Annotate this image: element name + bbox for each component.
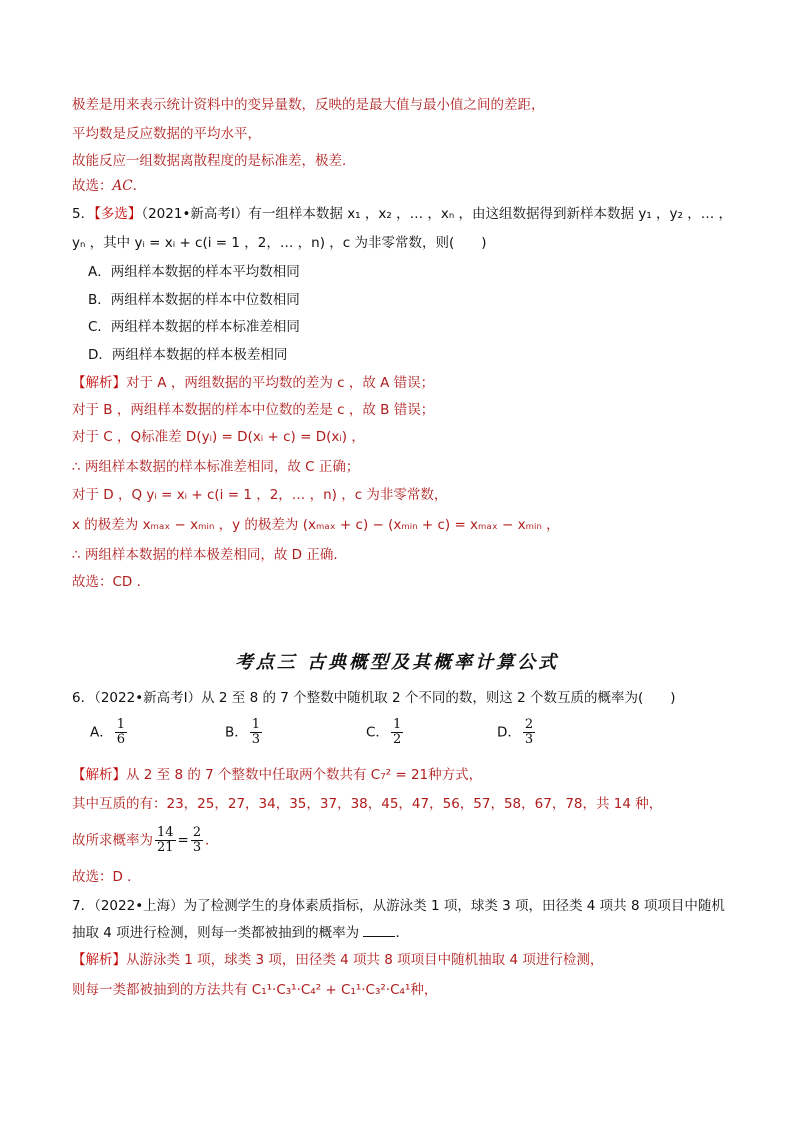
q6-option-d-fraction (523, 718, 535, 747)
q6-answer: 故选：D ． (72, 869, 141, 885)
q6-option-d-label: D． (497, 724, 521, 741)
q5-source: （2021•新高考Ⅰ） (141, 206, 249, 222)
q6-option-a (90, 718, 129, 747)
q7-stem-line-2 (72, 923, 409, 943)
q6-option-d-num: 2 (524, 717, 534, 732)
q5-solution-line-4: ∴ 两组样本数据的样本标准差相同，故 C 正确； (72, 459, 360, 475)
q7-solution-1: 从游泳类 1 项，球类 3 项，田径类 4 项共 8 项项目中随机抽取 4 项进行检测， (126, 952, 604, 968)
q6-option-c-fraction (391, 718, 403, 747)
q6-option-c-num: 1 (392, 717, 402, 732)
q6-solution-num-2: 2 (192, 825, 202, 840)
q5-solution-line-3: 对于 C ，Q标准差 D(yᵢ) = D(xᵢ + c) = D(xᵢ) ， (72, 429, 365, 445)
q6-solution-fraction-2 (191, 826, 203, 855)
q6-option-b-den: 3 (251, 732, 261, 747)
q6-option-b-fraction (250, 718, 262, 747)
q5-solution-1: 对于 A ，两组数据的平均数的差为 c ，故 A 错误； (126, 375, 435, 391)
q7-solution-line-2: 则每一类都被抽到的方法共有 C₁¹·C₃¹·C₄² + C₁¹·C₃²·C₄¹种， (72, 982, 438, 998)
q6-solution-tag: 【解析】 (72, 767, 126, 783)
q5-option-b: B．两组样本数据的样本中位数相同 (88, 292, 300, 308)
q7-stem-2a: 抽取 4 项进行检测，则每一类都被抽到的概率为 (72, 925, 360, 941)
q6-solution-1: 从 2 至 8 的 7 个整数中任取两个数共有 C₇² = 21种方式， (126, 767, 483, 783)
section-title: 考点三 古典概型及其概率计算公式 (234, 652, 560, 673)
q6-option-a-fraction (115, 718, 127, 747)
q6-option-c-label: C． (366, 724, 389, 741)
q6-solution-line-2: 其中互质的有：23，25，27，34，35，37，38，45，47，56，57，58，67，78，共 14 种， (72, 796, 663, 812)
q6-solution-equals: = (177, 832, 189, 849)
q6-solution-den-1: 21 (157, 840, 174, 855)
q7-solution-line-1 (72, 950, 603, 970)
answer-value: AC (112, 178, 133, 194)
q5-stem-line-1 (72, 204, 732, 224)
q5-solution-line-5: 对于 D ，Q yᵢ = xᵢ + c(i = 1 ，2，… ，n) ，c 为非零常数， (72, 487, 448, 503)
intro-line-2: 平均数是反应数据的平均水平， (72, 126, 261, 142)
q5-answer: 故选：CD ． (72, 574, 151, 590)
q5-solution-line-7: ∴ 两组样本数据的样本极差相同，故 D 正确． (72, 547, 347, 563)
q6-option-b (225, 718, 264, 747)
q5-tag: 【多选】 (94, 206, 142, 222)
q5-option-c: C．两组样本数据的样本标准差相同 (88, 319, 300, 335)
q6-solution-den-2: 3 (192, 840, 202, 855)
answer-label: 故选： (72, 178, 113, 194)
q7-stem-2b: ． (395, 925, 409, 941)
q6-option-d (497, 718, 537, 747)
q6-option-b-num: 1 (251, 717, 261, 732)
q5-solution-tag: 【解析】 (72, 375, 126, 391)
q7-stem-line-1: 7．（2022•上海）为了检测学生的身体素质指标，从游泳类 1 项，球类 3 项，田径类 4 项共 8 项项目中随机 (72, 898, 725, 914)
q5-solution-line-2: 对于 B ，两组样本数据的样本中位数的差是 c ，故 B 错误； (72, 402, 435, 418)
q5-stem-line-2: yₙ ，其中 yᵢ = xᵢ + c(i = 1 ，2，… ，n) ，c 为非零常数，则( ) (72, 235, 487, 251)
q6-option-b-label: B． (225, 724, 248, 741)
q5-option-d: D．两组样本数据的样本极差相同 (88, 347, 288, 363)
answer-end: ． (132, 178, 147, 194)
q6-option-c (366, 718, 405, 747)
q5-solution-line-6: x 的极差为 xₘₐₓ − xₘᵢₙ ，y 的极差为 (xₘₐₓ + c) − (xₘᵢₙ + c) = xₘₐₓ − xₘᵢₙ ， (72, 517, 560, 533)
q6-option-d-den: 3 (524, 732, 534, 747)
q5-option-a: A．两组样本数据的样本平均数相同 (88, 264, 300, 280)
q6-solution-num-1: 14 (157, 825, 174, 840)
q6-solution-prefix: 故所求概率为 (72, 832, 153, 849)
q5-stem-1: 有一组样本数据 x₁ ，x₂ ，… ，xₙ ，由这组数据得到新样本数据 y₁ ，y₂ ，… ， (248, 206, 732, 222)
q7-answer-blank[interactable] (363, 924, 395, 937)
q6-option-c-den: 2 (392, 732, 402, 747)
q6-option-a-label: A． (90, 724, 113, 741)
q6-option-a-num: 1 (116, 717, 126, 732)
q5-number: 5． (72, 206, 95, 222)
q6-stem: 6．（2022•新高考Ⅰ）从 2 至 8 的 7 个整数中随机取 2 个不同的数，则这 2 个数互质的概率为( ) (72, 690, 676, 706)
intro-answer (72, 176, 146, 196)
q6-solution-line-3 (72, 826, 219, 855)
q6-solution-line-1 (72, 765, 482, 785)
q5-solution-line-1 (72, 373, 434, 393)
intro-line-1: 极差是用来表示统计资料中的变异量数，反映的是最大值与最小值之间的差距， (72, 97, 545, 113)
q6-solution-fraction-1 (155, 826, 176, 855)
q6-option-a-den: 6 (116, 732, 126, 747)
q6-solution-end: ． (205, 832, 219, 849)
intro-line-3: 故能反应一组数据离散程度的是标准差，极差． (72, 153, 356, 169)
q7-solution-tag: 【解析】 (72, 952, 126, 968)
